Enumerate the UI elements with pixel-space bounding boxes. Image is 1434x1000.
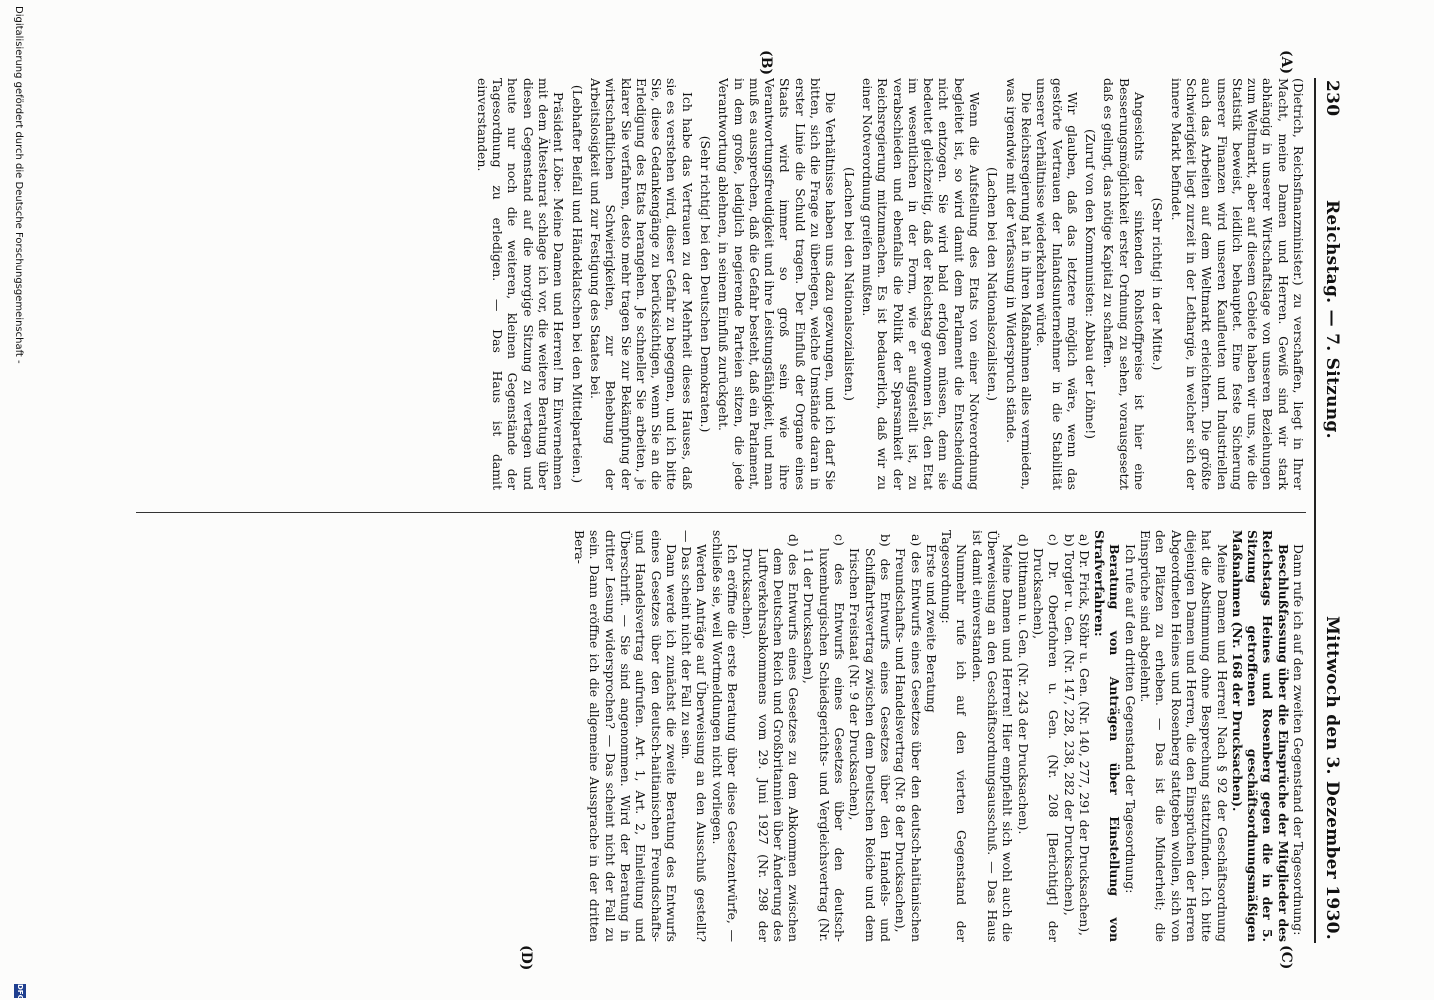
header-date: Mittwoch den 3. Dezember 1930. <box>1322 615 1342 940</box>
page-header <box>1312 80 1342 940</box>
paragraph: Die Reichsregierung hat in ihren Maßnahmen alles vermieden, was irgendwie mit der Verfassung in Widerspruch stände. <box>1003 78 1034 490</box>
margin-marker-d: (D) <box>518 945 534 971</box>
paragraph: Meine Damen und Herren! Nach § 92 der Geschäftsordnung hat die Abstimmung ohne Besprechung stattzufinden. Ich bitte diejenigen Damen und Herren, die den Einsprüchen der Herren Abgeordneten Heines und Rosenberg stattgeben wollen, sich von den Plätzen zu erheben. — Das ist die Minderheit; die Einsprüche sind abgelehnt. <box>1138 530 1230 942</box>
list-item: b) Torgler u. Gen. (Nr. 147, 228, 238, 282 der Drucksachen), <box>1061 534 1077 916</box>
paragraph: Angesichts der sinkenden Rohstoffpreise ist hier eine Besserungsmöglichkeit erster Ordnung zu sehen, vorausgesetzt daß es gelingt, das nötige Kapital zu schaffen. <box>1101 78 1148 490</box>
list-item: a) des Entwurfs eines Gesetzes über den deutsch-haitianischen Freundschafts- und Handelsvertrag (Nr. 8 der Drucksachen), <box>893 534 924 942</box>
paragraph: Wir glauben, daß das letztere möglich wäre, wenn das gestörte Vertrauen der Inlandsunternehmer in die Stabilität unserer Verhältnisse wiederkehren würde. <box>1034 78 1080 490</box>
interjection: (Zuruf von den Kommunisten: Abbau der Löhne!) <box>1083 128 1099 440</box>
agenda-item: Beratung von Anträgen über Einstellung von Strafverfahren: <box>1092 530 1123 942</box>
interjection: (Lachen bei den Nationalsozialisten.) <box>841 167 857 401</box>
margin-marker-b: (B) <box>758 50 774 76</box>
paragraph: Meine Damen und Herren! Hier empfiehlt sich wohl auch die Überweisung an den Geschäftsordnungsausschuß. — Das Haus ist damit einverstanden. <box>969 530 1016 942</box>
margin-marker-c: (C) <box>1278 945 1294 970</box>
paragraph: Ich rufe auf den dritten Gegenstand der Tagesordnung: <box>1122 544 1138 894</box>
list-item: d) Dittmann u. Gen. (Nr. 243 der Drucksachen). <box>1015 534 1031 835</box>
dfg-logo-icon: DFG <box>16 984 24 1000</box>
paragraph: (Dietrich, Reichsfinanzminister.) zu verschaffen, liegt in Ihrer Macht, meine Damen und Herren. Gewiß sind wir stark abhängig in unserer Wirtschaftslage von unseren Beziehungen zum Weltmarkt, aber auf diesem Gebiete haben wir uns, wie die Statistik beweist, leidlich behauptet. Eine feste Sicherung unserer Finanzen wird unseren Kaufleuten und Industriellen auch das Arbeiten auf dem Weltmarkt erleichtern. Die größte Schwierigkeit liegt zurzeit in der Lethargie, in welcher sich der innere Markt befindet. <box>1168 78 1306 490</box>
header-rule <box>1314 78 1316 943</box>
list-item: c) des Entwurfs eines Gesetzes über den deutsch-luxemburgischen Schiedsgerichts- und Vergleichsvertrag (Nr. 11 der Drucksachen), <box>801 534 848 942</box>
paragraph: Dann werde ich zunächst die zweite Beratung des Entwurfs eines Gesetzes über den deutsch-haitianischen Freundschafts- und Handelsvertrag aufrufen. Art. 1, Art. 2, Einleitung und Überschrift. — Sie sind angenommen. Wird der Beratung in dritter Lesung widersprochen? — Das scheint nicht der Fall zu sein. Dann eröffne ich die allgemeine Aussprache in der dritten Bera- <box>572 530 679 942</box>
left-column <box>76 78 1306 490</box>
paragraph: Wenn die Aufstellung des Etats von einer Notverordnung begleitet ist, so wird damit dem Parlament die Entscheidung nicht entzogen. Sie wird bald erfolgen müssen, denn sie bedeutet gleichzeitig, daß der Reichstag gewonnen ist, den Etat im wesentlichen in der Form, wie er aufgestellt ist, zu verabschieden und ebenfalls die Politik der Sparsamkeit der Reichsregierung mitzumachen. Es ist bedauerlich, daß wir zu einer Notverordnung greifen mußten. <box>859 78 983 490</box>
paragraph: Ich habe das Vertrauen zu der Mehrheit dieses Hauses, daß sie es verstehen wird, dieser Gefahr zu begegnen, und ich bitte Sie, diese Gedankengänge zu berücksichtigen, wenn Sie an die Erledigung des Etats herangehen. Je schneller Sie arbeiten, je klarer Sie verfahren, desto mehr tragen Sie zur Bekämpfung der wirtschaftlichen Schwierigkeiten, zur Behebung der Arbeitslosigkeit und zur Festigung des Staates bei. <box>587 78 695 490</box>
interjection: (Lebhafter Beifall und Händeklatschen bei den Mittelparteien.) <box>569 84 585 484</box>
agenda-item: Beschlußfassung über die Einsprüche der Mitglieder des Reichstags Heines und Rosenberg gegen die in der 5. Sitzung getroffenen geschäftsordnungsmäßigen Maßnahmen (Nr. 168 der Drucksachen). <box>1229 530 1291 942</box>
paragraph: Werden Anträge auf Überweisung an den Ausschuß gestellt? — Das scheint nicht der Fall zu sein. <box>679 530 710 942</box>
paragraph: Präsident Löbe: Meine Damen und Herren! Im Einvernehmen mit dem Ältestenrat schlage ich vor, die weitere Beratung über diesen Gegenstand auf die morgige Sitzung zu vertagen und heute nur noch die weiteren, kleinen Gegenstände der Tagesordnung zu erledigen. — Das Haus ist damit einverstanden. <box>474 78 567 490</box>
list-item: b) des Entwurfs eines Gesetzes über den Handels- und Schiffahrtsvertrag zwischen dem Deutschen Reiche und dem Irischen Freistaat (Nr. 9 der Drucksachen), <box>847 534 893 942</box>
right-column <box>76 530 1306 942</box>
page-number: 230 <box>1322 80 1342 117</box>
interjection: (Sehr richtig! bei den Deutschen Demokraten.) <box>698 135 714 433</box>
interjection: (Sehr richtig! in der Mitte.) <box>1150 197 1166 371</box>
margin-marker-a: (A) <box>1278 50 1294 75</box>
list-item: d) des Entwurfs eines Gesetzes zu dem Abkommen zwischen dem Deutschen Reich und Großbritannien über Änderung des Luftverkehrsabkommens vom 29. Juni 1927 (Nr. 298 der Drucksachen). <box>740 534 802 942</box>
column-divider <box>136 512 1306 513</box>
paragraph: Die Verhältnisse haben uns dazu gezwungen, und ich darf Sie bitten, sich die Frage zu überlegen, welche Umstände daran in erster Linie die Schuld tragen. Der Einfluß der Organe eines Staats wird immer so groß sein wie ihre Verantwortungsfreudigkeit und ihre Leistungsfähigkeit, und man muß es aussprechen, daß die Gefahr besteht, daß ein Parlament, in dem große, lediglich negierende Parteien sitzen, die jede Verantwortung ablehnen, in seinem Einfluß zurückgeht. <box>716 78 839 490</box>
paragraph: Erste und zweite Beratung <box>923 544 939 713</box>
interjection: (Lachen bei den Nationalsozialisten.) <box>985 167 1001 401</box>
paragraph: Nunmehr rufe ich auf den vierten Gegenstand der Tagesordnung: <box>939 530 970 942</box>
paragraph: Ich eröffne die erste Beratung über diese Gesetzentwürfe, — schließe sie, weil Wortmeldungen nicht vorliegen. <box>709 530 741 942</box>
paragraph: Dann rufe ich auf den zweiten Gegenstand der Tagesordnung: <box>1291 544 1306 936</box>
footer-text: Digitalisierung gefördert durch die Deutsche Forschungsgemeinschaft - <box>13 6 24 364</box>
digitization-footer <box>6 0 28 1000</box>
list-item: c) Dr. Oberfohren u. Gen. (Nr. 208 [Berichtigt] der Drucksachen), <box>1030 534 1062 942</box>
list-item: a) Dr. Frick, Stöhr u. Gen. (Nr. 140, 277, 291 der Drucksachen), <box>1076 534 1092 936</box>
header-title: Reichstag. — 7. Sitzung. <box>1322 200 1342 439</box>
